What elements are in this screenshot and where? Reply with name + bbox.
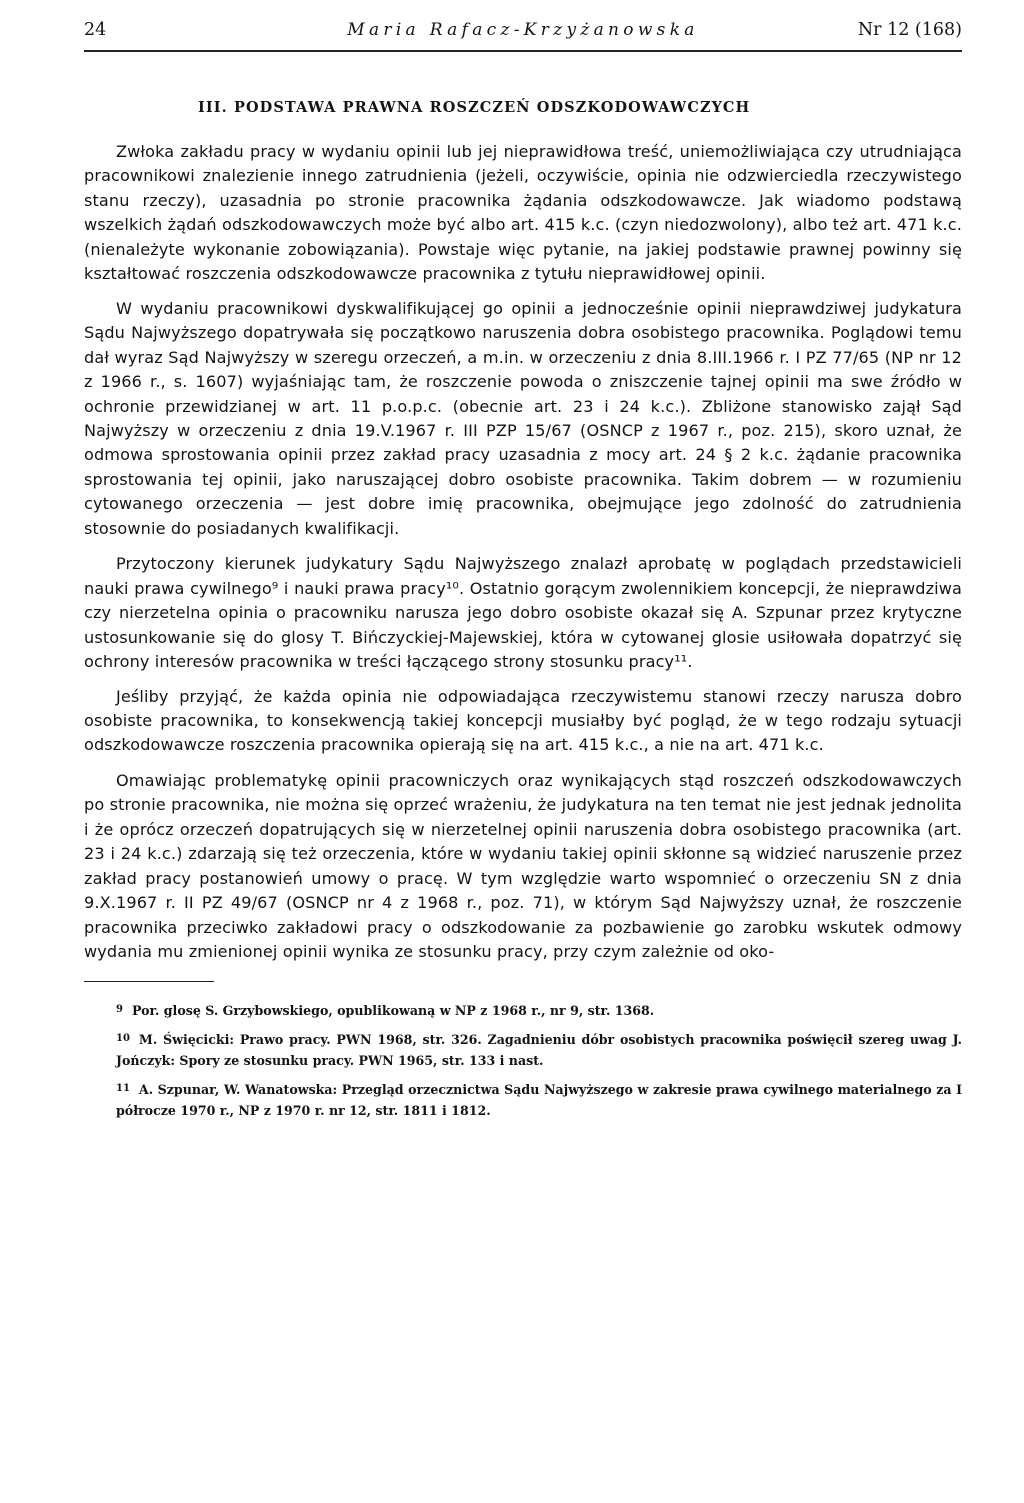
- footnote-number: 9: [116, 1003, 123, 1015]
- footnote: [84, 1079, 962, 1121]
- section-heading: III. PODSTAWA PRAWNA ROSZCZEŃ ODSZKODOWAWCZYCH: [198, 99, 751, 116]
- footnote-text: Por. glosę S. Grzybowskiego, opublikowaną w NP z 1968 r., nr 9, str. 1368.: [131, 1002, 655, 1018]
- footnote-text: A. Szpunar, W. Wanatowska: Przegląd orzecznictwa Sądu Najwyższego w zakresie prawa cywilnego materialnego za I półrocze 1970 r., NP z 1970 r. nr 12, str. 1811 i 1812.: [116, 1082, 962, 1118]
- footnotes: [84, 1000, 962, 1122]
- footnote-number: 10: [116, 1033, 130, 1044]
- page-number: 24: [84, 20, 107, 40]
- paragraph: Omawiając problematykę opinii pracowniczych oraz wynikających stąd roszczeń odszkodowawczych po stronie pracownika, nie można się oprzeć wrażeniu, że judykatura na ten temat nie jest jednak jednolita i że oprócz orzeczeń dopatrujących się w nierzetelnej opinii naruszenia dobra osobistego pracownika (art. 23 i 24 k.c.) zdarzają się też orzeczenia, które w wydaniu takiej opinii skłonne są widzieć naruszenie przez zakład pracy postanowień umowy o pracę. W tym względzie warto wspomnieć o orzeczeniu SN z dnia 9.X.1967 r. II PZ 49/67 (OSNCP nr 4 z 1968 r., poz. 71), w którym Sąd Najwyższy uznał, że roszczenie pracownika przeciwko zakładowi pracy o odszkodowanie za pozbawienie go zarobku wskutek odmowy wydania mu zmienionej opinii wynika ze stosunku pracy, przy czym zależnie od oko-: [84, 770, 962, 962]
- paragraph: Zwłoka zakładu pracy w wydaniu opinii lub jej nieprawidłowa treść, uniemożliwiająca czy utrudniająca pracownikowi znalezienie innego zatrudnienia (jeżeli, oczywiście, opinia nie odzwierciedla rzeczywistego stanu rzeczy), uzasadnia po stronie pracownika żądania odszkodowawcze. Jak wiadomo podstawą wszelkich żądań odszkodowawczych może być albo art. 415 k.c. (czyn niedozwolony), albo też art. 471 k.c. (nienależyte wykonanie zobowiązania). Powstaje więc pytanie, na jakiej podstawie prawnej powinny się kształtować roszczenia odszkodowawcze pracownika z tytułu nieprawidłowej opinii.: [84, 142, 962, 284]
- issue-number: Nr 12 (168): [857, 20, 962, 40]
- paragraph: W wydaniu pracownikowi dyskwalifikującej go opinii a jednocześnie opinii nieprawdziwej judykatura Sądu Najwyższego dopatrywała się początkowo naruszenia dobra osobistego pracownika. Poglądowi temu dał wyraz Sąd Najwyższy w szeregu orzeczeń, a m.in. w orzeczeniu z dnia 8.III.1966 r. I PZ 77/65 (NP nr 12 z 1966 r., s. 1607) wyjaśniając tam, że roszczenie powoda o zniszczenie tajnej opinii ma swe źródło w ochronie przewidzianej w art. 11 p.o.p.c. (obecnie art. 23 i 24 k.c.). Zbliżone stanowisko zajął Sąd Najwyższy w orzeczeniu z dnia 19.V.1967 r. III PZP 15/67 (OSNCP z 1967 r., poz. 215), skoro uznał, że odmowa sprostowania opinii przez zakład pracy uzasadnia z mocy art. 24 § 2 k.c. żądanie pracownika sprostowania tej opinii, jako naruszającej dobro osobiste pracownika. Takim dobrem — w rozumieniu cytowanego orzeczenia — jest dobre imię pracownika, obejmujące jego zdolność do zatrudnienia stosownie do posiadanych kwalifikacji.: [84, 298, 962, 538]
- footnote-text: M. Święcicki: Prawo pracy. PWN 1968, str. 326. Zagadnieniu dóbr osobistych pracownika poświęcił szereg uwag J. Jończyk: Spory ze stosunku pracy. PWN 1965, str. 133 i nast.: [116, 1032, 962, 1068]
- paragraph: Jeśliby przyjąć, że każda opinia nie odpowiadająca rzeczywistemu stanowi rzeczy narusza dobro osobiste pracownika, to konsekwencją takiej koncepcji musiałby być pogląd, że w tego rodzaju sytuacji odszkodowawcze roszczenia pracownika opierają się na art. 415 k.c., a nie na art. 471 k.c.: [84, 686, 962, 755]
- footnote-rule: [84, 981, 214, 982]
- footnote: [84, 1000, 962, 1022]
- running-header: [84, 18, 962, 46]
- footnote: [84, 1029, 962, 1071]
- running-author: Maria Rafacz-Krzyżanowska: [347, 20, 699, 40]
- header-rule: [84, 50, 962, 52]
- paragraph: Przytoczony kierunek judykatury Sądu Najwyższego znalazł aprobatę w poglądach przedstawicieli nauki prawa cywilnego⁹ i nauki prawa pracy¹⁰. Ostatnio gorącym zwolennikiem koncepcji, że nieprawdziwa czy nierzetelna opinia o pracowniku narusza jego dobro osobiste okazał się A. Szpunar przez krytyczne ustosunkowanie się do glosy T. Bińczyckiej-Majewskiej, która w cytowanej glosie usiłowała dopatrzyć się ochrony interesów pracownika w treści łączącego strony stosunku pracy¹¹.: [84, 554, 962, 672]
- footnote-number: 11: [116, 1083, 130, 1094]
- journal-page: [84, 18, 962, 1129]
- body-text: [84, 140, 962, 965]
